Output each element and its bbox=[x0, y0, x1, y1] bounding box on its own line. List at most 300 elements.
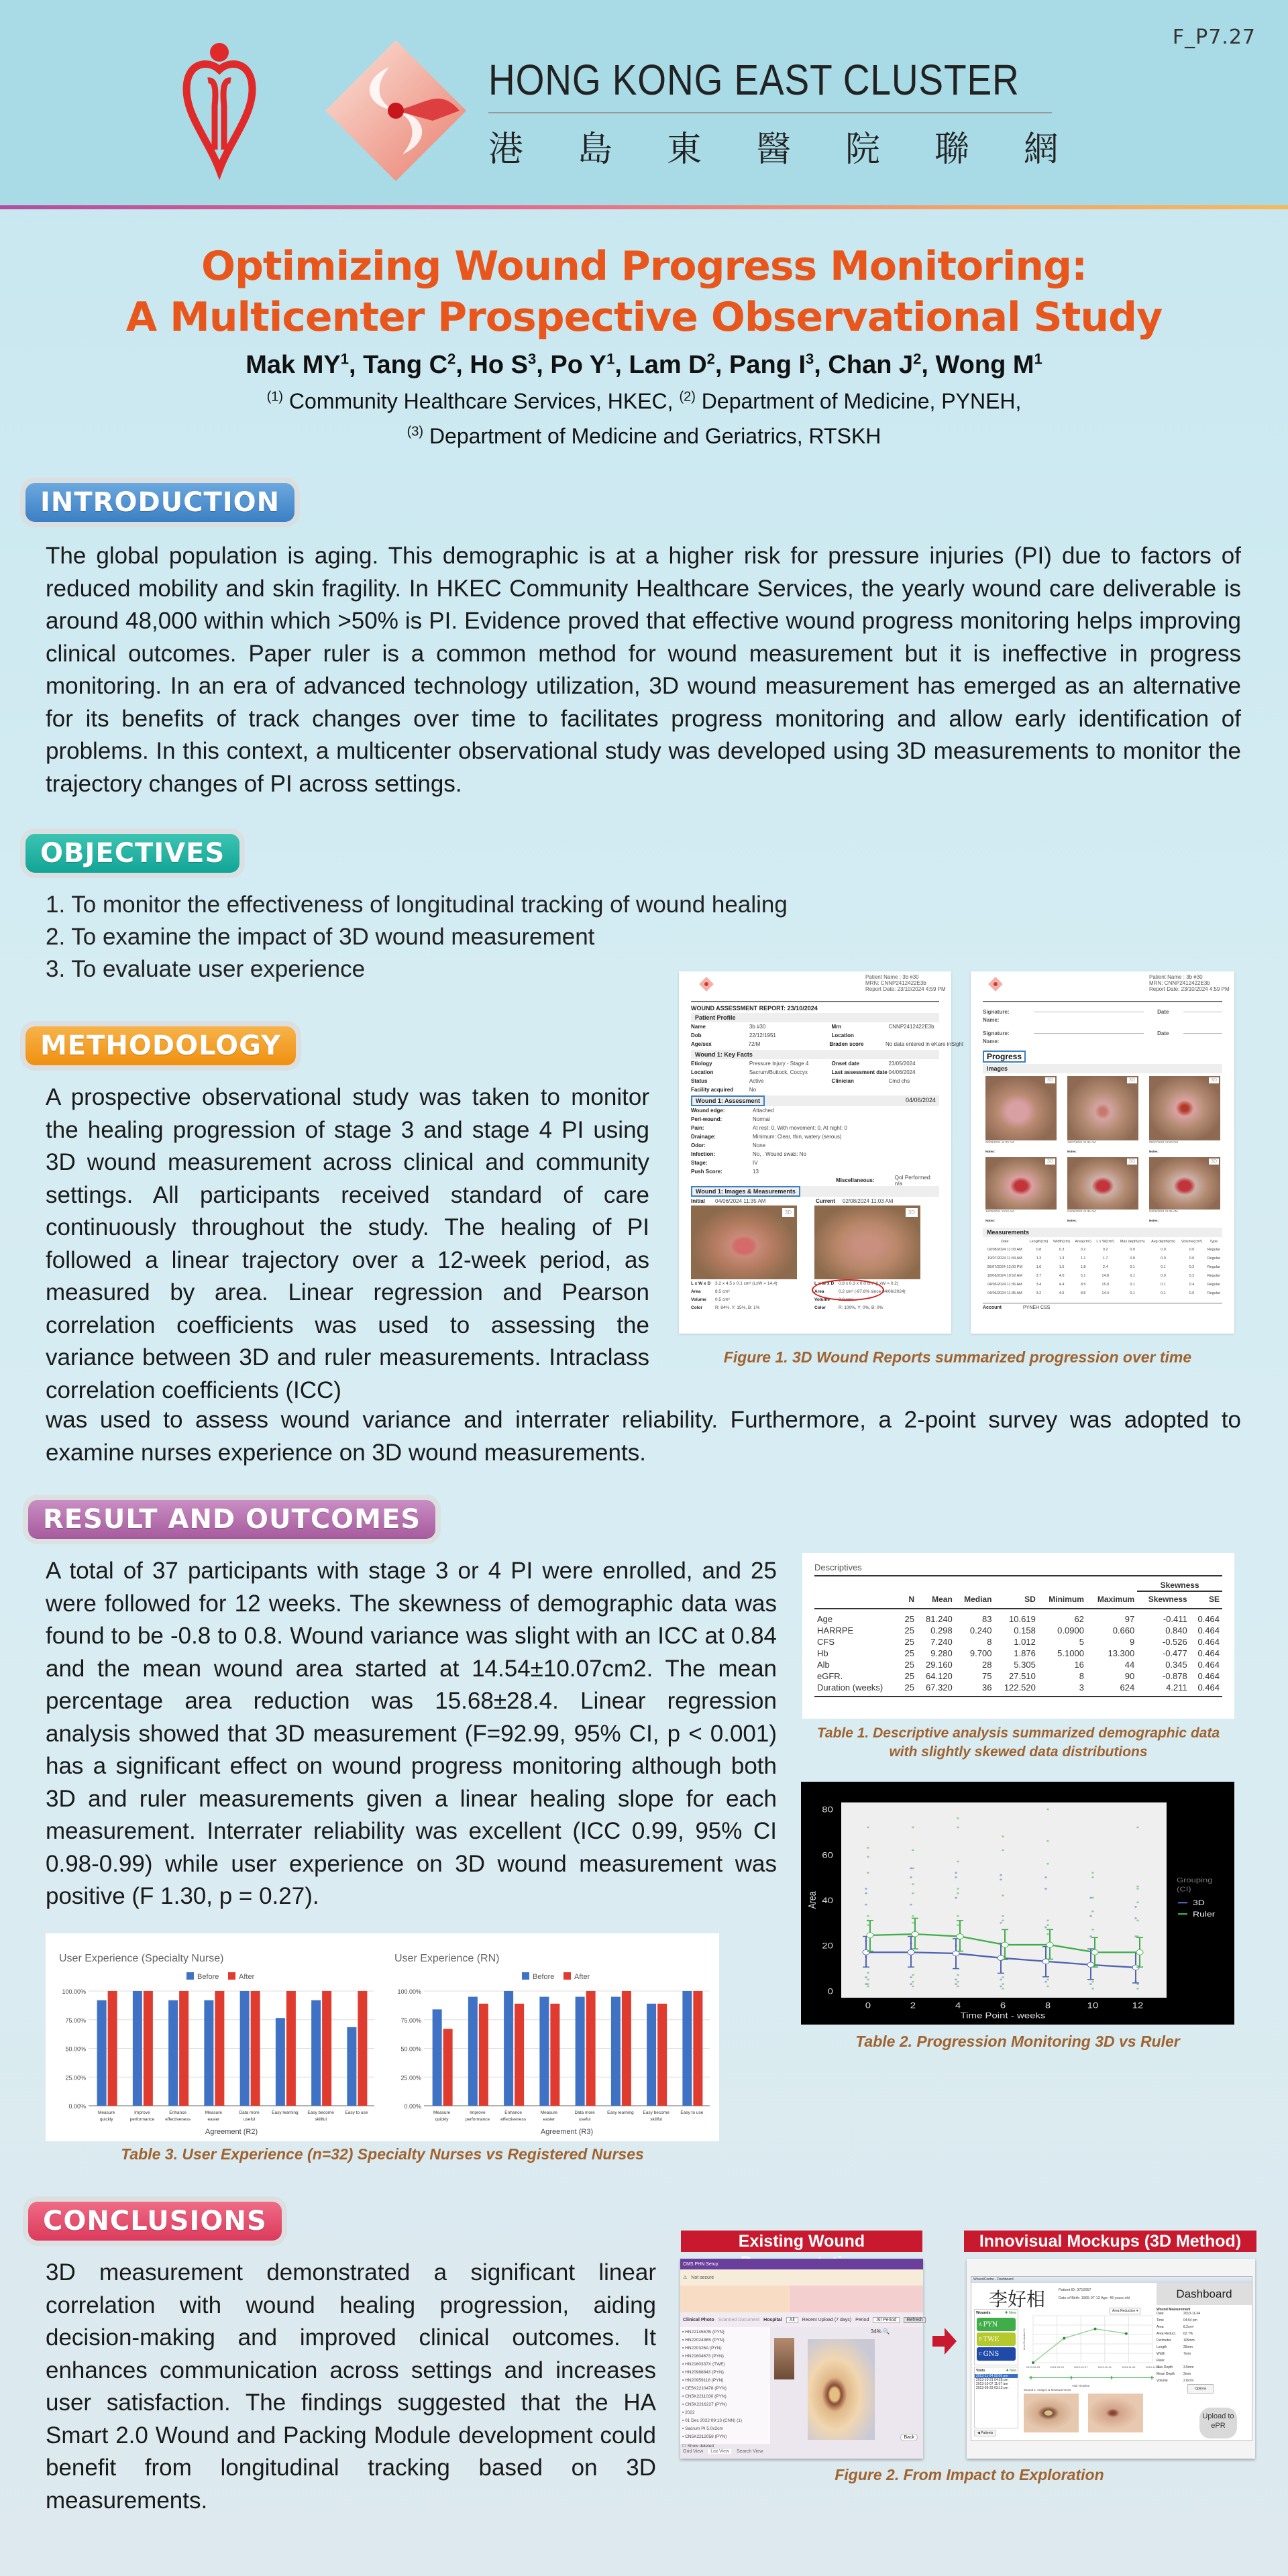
bar-after bbox=[443, 2029, 453, 2106]
x-tick-label: useful bbox=[243, 2117, 256, 2122]
bar-after bbox=[179, 1991, 189, 2106]
wound-tile[interactable] bbox=[977, 2318, 1016, 2331]
wound-assessment-report bbox=[679, 971, 964, 1334]
field-label: Last assessment date bbox=[831, 1069, 888, 1075]
ruler-data-point bbox=[957, 1924, 959, 1926]
ruler-data-point bbox=[1046, 1919, 1049, 1921]
progress-report bbox=[971, 971, 1234, 1334]
author-affiliation-mark: 2 bbox=[706, 350, 715, 367]
area-reduction-line bbox=[1033, 2329, 1126, 2363]
field-label: Peri-wound: bbox=[691, 1116, 722, 1122]
progress-image-cell bbox=[1067, 1076, 1138, 1156]
y-tick-label: 0 bbox=[827, 1987, 833, 1996]
field-value: 3b #30 bbox=[749, 1024, 766, 1030]
table-cell: 1.7 bbox=[1102, 1256, 1108, 1260]
field-label: Area Reduct. bbox=[1157, 2332, 1177, 2336]
x-tick-label: 2 bbox=[910, 2000, 916, 2010]
x-tick-label: skillful bbox=[315, 2117, 327, 2122]
y-tick-label: 40 bbox=[822, 1896, 833, 1905]
table-row bbox=[814, 1670, 1222, 1682]
table-cell: 0.0 bbox=[1130, 1256, 1135, 1260]
notes-label: Notes: bbox=[985, 1150, 996, 1153]
ruler-data-point bbox=[867, 1986, 869, 1988]
table-cell: 0.0 bbox=[1161, 1273, 1166, 1278]
field-value: No bbox=[749, 1087, 757, 1093]
file-tree-item[interactable]: ▪ CN5K2212058 (PYN) bbox=[682, 2434, 727, 2439]
ruler-data-point bbox=[957, 1888, 959, 1890]
field-label: Etiology bbox=[691, 1061, 712, 1067]
table-cell: 0.240 bbox=[969, 1625, 992, 1635]
author-name: Ho S bbox=[470, 350, 528, 379]
measurement-row bbox=[1157, 2365, 1216, 2372]
field-label: Pain: bbox=[691, 1125, 704, 1131]
field-value: 7mm bbox=[1183, 2352, 1191, 2356]
author-affiliation-mark: 3 bbox=[806, 350, 814, 367]
x-tick-label: Data more bbox=[574, 2110, 595, 2115]
table-header-row bbox=[983, 1238, 1222, 1245]
field-label: Width bbox=[1157, 2352, 1165, 2356]
legend-label: After bbox=[574, 1973, 590, 1981]
wound-tile-letter: C bbox=[979, 2351, 982, 2357]
table-row bbox=[983, 1254, 1222, 1263]
table-cell: 3 bbox=[1079, 1682, 1084, 1693]
table-cell: 0.5 bbox=[1189, 1291, 1195, 1295]
field-label: Volume bbox=[814, 1297, 830, 1302]
x-tick-label: 2013-10-21 bbox=[1097, 2365, 1112, 2369]
measurement-row bbox=[1157, 2345, 1216, 2352]
table-cell: CFS bbox=[817, 1637, 835, 1647]
org-divider bbox=[488, 112, 1052, 113]
arrow-right-icon bbox=[932, 2328, 957, 2355]
table-cell: Age bbox=[817, 1614, 833, 1624]
timeline-marker[interactable]: ✚ bbox=[1150, 2376, 1154, 2381]
file-tree-item[interactable]: ▪ CE5K2210478 (PYN) bbox=[682, 2386, 727, 2391]
y-tick-label: 100.00% bbox=[397, 1988, 421, 1995]
progression-chart-panel bbox=[801, 1782, 1234, 2025]
mockup-wound-photo-1[interactable] bbox=[1024, 2394, 1079, 2432]
table-cell: 0.0 bbox=[1161, 1247, 1166, 1252]
file-tree-item[interactable]: ▪ HN220326A (PYN) bbox=[682, 2346, 722, 2351]
3d-data-point bbox=[910, 1876, 912, 1878]
table-cell: 1.012 bbox=[1014, 1637, 1036, 1647]
upload-to-epr-button[interactable]: Upload to ePR bbox=[1199, 2408, 1237, 2438]
visit-timeline-label: Visit Timeline bbox=[1072, 2384, 1090, 2387]
x-tick-label: Easy learning bbox=[607, 2110, 634, 2115]
ruler-data-point bbox=[1136, 1901, 1139, 1903]
ruler-data-point bbox=[957, 1817, 959, 1819]
profile-row bbox=[691, 1040, 964, 1049]
table-cell: 25 bbox=[904, 1648, 915, 1658]
descriptives-table-panel bbox=[802, 1553, 1234, 1719]
author: Tang $C^2$, bbox=[363, 350, 470, 379]
field-label: Date bbox=[1157, 2312, 1164, 2316]
measurement-row bbox=[814, 1303, 920, 1311]
thumbnail-image[interactable] bbox=[774, 2338, 794, 2379]
bar-before bbox=[311, 2000, 321, 2106]
author-name: Pang I bbox=[729, 350, 806, 379]
report-patient-name: Patient Name : 3b #30 bbox=[1149, 974, 1203, 980]
wound-tile[interactable] bbox=[977, 2332, 1016, 2346]
x-tick-label: Measure bbox=[540, 2110, 558, 2115]
report-section-assessment bbox=[691, 1095, 939, 1106]
poster-code: F_P7.27 bbox=[1172, 25, 1256, 49]
field-value: 2.6cm³ bbox=[1183, 2379, 1194, 2383]
ruler-data-point bbox=[912, 1849, 914, 1851]
bar-after bbox=[586, 1991, 596, 2106]
table-cell: 0.2 bbox=[1189, 1273, 1195, 1278]
progress-image-cell bbox=[1067, 1157, 1138, 1225]
table-cell: 25 bbox=[904, 1671, 915, 1681]
field-label: Location bbox=[691, 1069, 714, 1075]
table-cell: 3.7 bbox=[1036, 1273, 1042, 1278]
area-reduction-point bbox=[1094, 2328, 1097, 2330]
name-label: Name: bbox=[983, 1038, 1000, 1044]
ruler-data-point bbox=[912, 1883, 914, 1885]
file-tree-item[interactable]: ▪ HN2160337X (TWE) bbox=[682, 2362, 725, 2367]
field-value: 0.8 x 0.3 x 0.0 cm³ (LxW = 0.2) bbox=[839, 1281, 899, 1286]
x-axis-label: Agreement (R2) bbox=[205, 2128, 258, 2136]
bar-after bbox=[251, 1991, 260, 2106]
timeline-marker[interactable]: ✚ bbox=[1029, 2376, 1033, 2381]
visit-item[interactable]: 2013-10-07 11:07 am bbox=[976, 2382, 1008, 2386]
ruler-data-point bbox=[1136, 1827, 1139, 1829]
assessment-row bbox=[691, 1106, 939, 1115]
plot-area bbox=[841, 1803, 1167, 1998]
wound-tile[interactable] bbox=[977, 2347, 1016, 2361]
x-tick-label: 0 bbox=[865, 2000, 871, 2010]
x-tick-label: 2013-11-18 bbox=[1145, 2365, 1160, 2369]
table-cell: 29.160 bbox=[926, 1660, 953, 1670]
field-value: Normal bbox=[753, 1116, 770, 1122]
3d-data-point bbox=[1000, 1879, 1002, 1881]
3d-data-point bbox=[1089, 1897, 1092, 1899]
file-tree-item[interactable]: ▪ HN2202436S (PYN) bbox=[682, 2338, 724, 2343]
x-tick-label: 2013-11-04 bbox=[1122, 2365, 1136, 2369]
file-tree-item[interactable]: ▪ HN2214557B (PYN) bbox=[682, 2330, 724, 2334]
file-tree-item[interactable]: ▪ 01 Dec 2022 09:13 (CNN) (1) bbox=[682, 2418, 743, 2423]
3d-data-point bbox=[1000, 1978, 1002, 1980]
progress-wound-photo[interactable] bbox=[1149, 1157, 1220, 1210]
hkec-diamond-logo bbox=[325, 40, 466, 181]
table-cell: 14.4 bbox=[1102, 1291, 1110, 1295]
author: Po $Y^1$, bbox=[550, 350, 629, 379]
ruler-data-point bbox=[1002, 1894, 1004, 1896]
patients-button[interactable]: ◀ Patients bbox=[974, 2430, 996, 2436]
timeline-marker[interactable]: ✚ bbox=[1069, 2376, 1073, 2381]
section-heading-conclusions: CONCLUSIONS bbox=[28, 2202, 282, 2241]
wound-photo-initial[interactable] bbox=[691, 1205, 797, 1279]
table-cell: Regular bbox=[1207, 1265, 1220, 1269]
image-date: 05/07/2024 12:00 PM bbox=[1149, 1140, 1179, 1144]
period-label: Period bbox=[855, 2317, 869, 2322]
field-value: 0.0 cm³ bbox=[839, 1297, 853, 1302]
table-cell: 0.464 bbox=[1197, 1660, 1220, 1670]
table-cell: 2.4 bbox=[1102, 1265, 1108, 1269]
report-section-keyfacts: Wound 1: Key Facts bbox=[691, 1050, 939, 1059]
column-header: Mean bbox=[932, 1594, 953, 1604]
wound-tile-code: GNS bbox=[983, 2350, 1000, 2358]
table-cell: 13.300 bbox=[1108, 1648, 1135, 1658]
org-zh-char: 東 bbox=[666, 130, 702, 169]
table-cell: 1.8 bbox=[1080, 1265, 1086, 1269]
3d-data-point bbox=[865, 1976, 867, 1978]
bar-after bbox=[108, 1991, 117, 2106]
tab-clinical-photo[interactable]: Clinical Photo bbox=[683, 2317, 714, 2322]
bar-after bbox=[144, 1991, 153, 2106]
table-row bbox=[814, 1682, 1222, 1693]
aff-mark: (3) bbox=[407, 424, 424, 439]
table-cell: 5.305 bbox=[1014, 1660, 1036, 1670]
existing-documentation-screenshot bbox=[680, 2259, 923, 2459]
field-label: Braden score bbox=[829, 1041, 864, 1047]
3d-mean-point bbox=[863, 1949, 869, 1955]
user-experience-charts-panel bbox=[46, 1933, 719, 2141]
figure2-caption: Figure 2. From Impact to Exploration bbox=[835, 2466, 1104, 2483]
back-button[interactable]: Back bbox=[900, 2434, 918, 2441]
table-cell: 3.2 bbox=[1036, 1291, 1042, 1295]
author-name: Wong M bbox=[935, 350, 1034, 379]
options-button[interactable]: Options bbox=[1187, 2384, 1214, 2394]
current-label: Current bbox=[816, 1198, 835, 1204]
table-cell: 0.345 bbox=[1165, 1660, 1187, 1670]
x-tick-label: Improve bbox=[470, 2110, 486, 2115]
progress-wound-photo[interactable] bbox=[985, 1076, 1057, 1140]
column-header: Date bbox=[1000, 1240, 1009, 1244]
bar-before bbox=[576, 1997, 585, 2106]
3d-data-point bbox=[1134, 1906, 1137, 1908]
table-cell: 1.5 bbox=[1059, 1265, 1065, 1269]
section-heading-introduction: INTRODUCTION bbox=[25, 483, 294, 522]
new-wound-button[interactable]: ✚ New bbox=[1004, 2311, 1016, 2315]
x-tick-label: 6 bbox=[1000, 2000, 1006, 2010]
field-label: L x W x D bbox=[691, 1281, 711, 1286]
tab-list-view[interactable]: List View bbox=[708, 2449, 731, 2454]
table-cell: 0.3 bbox=[1059, 1247, 1065, 1252]
legend-label: Before bbox=[197, 1973, 219, 1981]
table-cell: 0.660 bbox=[1112, 1625, 1135, 1635]
table-cell: 28 bbox=[981, 1660, 992, 1670]
wound-photo[interactable] bbox=[808, 2339, 875, 2440]
ruler-data-point bbox=[912, 1892, 914, 1894]
field-value: Cmd chs bbox=[888, 1078, 910, 1084]
highlight-circle bbox=[812, 1279, 884, 1301]
field-value: Sacrum/Buttock, Coccyx bbox=[749, 1069, 808, 1075]
timeline-marker[interactable]: ✚ bbox=[1110, 2376, 1114, 2381]
new-visit-button[interactable]: ✚ New bbox=[1006, 2369, 1016, 2373]
recent-upload-radio[interactable]: Recent Upload (7 days) bbox=[802, 2317, 852, 2322]
table-cell: 1.6 bbox=[1036, 1265, 1042, 1269]
progress-wound-photo[interactable] bbox=[985, 1157, 1057, 1210]
ruler-data-point bbox=[1002, 1988, 1004, 1990]
bar-before bbox=[682, 1991, 692, 2106]
period-select[interactable]: All Period bbox=[873, 2317, 900, 2323]
file-tree-item[interactable]: ▪ HN21604673 (PYN) bbox=[682, 2354, 724, 2359]
progress-wound-photo[interactable] bbox=[1149, 1076, 1220, 1140]
3d-data-point bbox=[865, 1983, 867, 1985]
progress-image-cell bbox=[1149, 1076, 1220, 1156]
field-label: Infection: bbox=[691, 1151, 715, 1157]
author-affiliation-mark: 2 bbox=[447, 350, 456, 367]
3d-data-point bbox=[1000, 1874, 1002, 1876]
keyfacts-row bbox=[691, 1068, 939, 1077]
chart-title: User Experience (Specialty Nurse) bbox=[59, 1953, 224, 1964]
mockup-wound-photo-2[interactable] bbox=[1088, 2394, 1143, 2432]
objective-item: 3. To evaluate user experience bbox=[46, 956, 366, 982]
org-zh-char: 醫 bbox=[755, 130, 791, 169]
field-value: IV bbox=[753, 1160, 758, 1166]
measurement-row bbox=[1157, 2325, 1216, 2332]
ruler-data-point bbox=[912, 1981, 914, 1983]
field-label: Name bbox=[691, 1024, 706, 1030]
x-tick-label: Easy to use bbox=[345, 2110, 368, 2115]
field-label: Push Score: bbox=[691, 1169, 722, 1175]
visit-item[interactable]: 2013-10-21 04:28 pm bbox=[976, 2378, 1008, 2382]
hospital-select[interactable]: All bbox=[786, 2317, 798, 2323]
bar-before bbox=[611, 1997, 621, 2106]
ruler-data-point bbox=[1002, 1835, 1004, 1837]
3d-data-point bbox=[1089, 1983, 1092, 1985]
file-tree-item[interactable]: ▪ CN5K2211030 (PYN) bbox=[682, 2394, 727, 2399]
tab-scanned-document[interactable]: Scanned Document bbox=[718, 2317, 760, 2322]
bar-before bbox=[347, 2027, 356, 2106]
table-group-header-row bbox=[814, 1576, 1222, 1591]
field-label: Max Depth bbox=[1157, 2365, 1173, 2369]
area-reduction-point bbox=[1032, 2361, 1034, 2364]
legend-label: 3D bbox=[1193, 1898, 1205, 1907]
author-name: Chan J bbox=[828, 350, 914, 379]
x-tick-label: Measure bbox=[97, 2110, 115, 2115]
3d-data-point bbox=[910, 1983, 912, 1985]
field-label: Dob bbox=[691, 1032, 702, 1038]
table-cell: Duration (weeks) bbox=[817, 1682, 883, 1693]
file-tree-item[interactable]: ▪ Sacrum PI 5.0x2cm bbox=[682, 2426, 723, 2431]
table-cell: Regular bbox=[1207, 1273, 1220, 1278]
progress-image-date bbox=[985, 1210, 1057, 1213]
section-heading-results: RESULT AND OUTCOMES bbox=[28, 1500, 435, 1539]
conclusions-text: 3D measurement demonstrated a significant linear correlation with wound healing progression, aiding decision-making and improved clinical outcomes. It enhances communication across settings and increases user satisfaction. The findings suggested that the HA Smart 2.0 Wound and Packing Module development could benefit from longitudinal tracking based on 3D measurements. bbox=[46, 2259, 656, 2514]
author: Mak $MY^1$, bbox=[246, 350, 364, 379]
report-date: Report Date: 23/10/2024 4:59 PM bbox=[1149, 986, 1230, 992]
area-reduction-point bbox=[1063, 2337, 1065, 2340]
ruler-data-point bbox=[1046, 1809, 1049, 1811]
table-cell: 0.1 bbox=[1130, 1265, 1135, 1269]
field-label: Mrn bbox=[831, 1024, 842, 1030]
table-cell: 4.4 bbox=[1059, 1282, 1065, 1287]
date-line[interactable] bbox=[1183, 1033, 1222, 1034]
field-value: 105mm bbox=[1183, 2339, 1195, 2343]
field-value: 3.5mm bbox=[1183, 2365, 1194, 2369]
assessment-heading: Wound 1: Assessment bbox=[691, 1095, 765, 1106]
measurement-row bbox=[1157, 2352, 1216, 2359]
ux-specialty-chart bbox=[46, 1933, 381, 2141]
author-affiliation-mark: 3 bbox=[527, 350, 537, 367]
report-push-misc bbox=[691, 1176, 939, 1185]
progress-wound-photo[interactable] bbox=[1067, 1157, 1138, 1210]
table-cell: 27.510 bbox=[1009, 1671, 1036, 1681]
progress-image-date bbox=[1149, 1210, 1220, 1213]
legend-swatch bbox=[522, 1972, 529, 1980]
ruler-data-point bbox=[1002, 1915, 1004, 1917]
table-row bbox=[983, 1263, 1222, 1271]
profile-row bbox=[691, 1031, 939, 1040]
figure1-caption: Figure 1. 3D Wound Reports summarized progression over time bbox=[723, 1348, 1192, 1366]
assessment-row bbox=[691, 1141, 939, 1150]
visit-item[interactable]: 2013-11-04 02:06 pm bbox=[975, 2374, 1018, 2378]
bar-before bbox=[133, 1991, 142, 2106]
show-deleted-checkbox[interactable]: ☐ Show deleted bbox=[682, 2444, 714, 2449]
tab-grid-view[interactable]: Grid View bbox=[683, 2449, 704, 2454]
bar-before bbox=[539, 1997, 549, 2106]
ruler-data-point bbox=[1136, 1988, 1139, 1990]
area-reduction-point bbox=[1125, 2332, 1128, 2335]
progress-image-date bbox=[1149, 1140, 1220, 1144]
table-cell: 14.8 bbox=[1102, 1273, 1110, 1278]
field-label: Stage: bbox=[691, 1160, 708, 1166]
descriptives-table bbox=[814, 1576, 1222, 1693]
chart-title: User Experience (RN) bbox=[394, 1953, 500, 1964]
table-cell: 9.700 bbox=[969, 1648, 992, 1658]
signature-line[interactable] bbox=[1034, 1033, 1144, 1034]
table-cell: 0.158 bbox=[1014, 1625, 1036, 1635]
skewness-group-header: Skewness bbox=[1137, 1576, 1222, 1591]
refresh-button[interactable]: Refresh bbox=[904, 2317, 926, 2323]
progress-wound-photo[interactable] bbox=[1067, 1076, 1138, 1140]
tab-search-view[interactable]: Search View bbox=[737, 2449, 763, 2454]
ruler-data-point bbox=[867, 1872, 869, 1874]
field-value: 04/06/2024 bbox=[888, 1069, 916, 1075]
current-date: 02/08/2024 11:03 AM bbox=[843, 1198, 894, 1204]
x-axis-label: Agreement (R3) bbox=[540, 2128, 594, 2136]
3d-mean-point bbox=[908, 1949, 914, 1955]
author-affiliation-mark: 1 bbox=[1034, 350, 1042, 367]
assessment-row bbox=[691, 1132, 939, 1141]
visits-label: Visits bbox=[976, 2369, 985, 2373]
badge-3d: 3D bbox=[1127, 1077, 1137, 1083]
table-cell: 8 bbox=[1079, 1671, 1084, 1681]
visit-item[interactable]: 2013-09-23 03:13 pm bbox=[976, 2386, 1008, 2390]
file-tree-item[interactable]: ▪ HN20959118 (PYN) bbox=[682, 2378, 724, 2383]
introduction-text: The global population is aging. This demographic is at a higher risk for pressure injuries (PI) due to factors of reduced mobility and skin fragility. In HKEC Community Healthcare Services, the yearly wound care deliverable is around 48,000 within which >50% is PI. Evidence proved that effective wound progress monitoring helps improving clinical outcomes. Paper ruler is a common method for wound measurement but it is ineffective in progress monitoring. In an era of advanced technology utilization, 3D wound measurement has emerged as an alternative for its benefits of track changes over time to facilitates progress monitoring and allow early identification of problems. In this context, a multicenter observational study was developed using 3D measurements to monitor the trajectory changes of PI across settings. bbox=[46, 543, 1241, 797]
file-tree-item[interactable]: ▪ 2022 bbox=[682, 2410, 695, 2415]
field-label: Volume bbox=[1157, 2379, 1168, 2383]
report-logo-icon bbox=[699, 977, 714, 991]
column-header: Area(cm²) bbox=[1075, 1240, 1091, 1244]
ruler-data-point bbox=[1091, 1872, 1094, 1874]
column-header: Skewness bbox=[1148, 1595, 1187, 1604]
y-tick-label: 0.00% bbox=[68, 2103, 86, 2110]
wound-photo-current[interactable] bbox=[814, 1205, 920, 1279]
3d-data-point bbox=[1044, 1888, 1047, 1890]
file-tree-item[interactable]: ▪ CN5K2216227 (PYN) bbox=[682, 2402, 727, 2407]
field-label: Age/sex bbox=[691, 1041, 712, 1047]
table-cell: 0.2 bbox=[1189, 1265, 1195, 1269]
field-label: Status bbox=[691, 1078, 708, 1084]
table-cell: 1.3 bbox=[1059, 1256, 1065, 1260]
initial-label: Initial bbox=[691, 1198, 705, 1204]
ruler-data-point bbox=[1091, 1911, 1094, 1913]
ruler-data-point bbox=[867, 1972, 869, 1974]
ruler-data-point bbox=[1002, 1976, 1004, 1978]
org-zh-char: 網 bbox=[1023, 130, 1059, 169]
signature-label: Signature: bbox=[983, 1008, 1010, 1015]
progress-image-date bbox=[1067, 1140, 1138, 1144]
area-reduction-dropdown[interactable]: Area Reduction ▾ bbox=[1110, 2308, 1140, 2314]
file-tree-item[interactable]: ▪ HN20988843 (PYN) bbox=[682, 2370, 724, 2375]
table-cell: 36 bbox=[981, 1682, 992, 1693]
table-cell: HARRPE bbox=[817, 1625, 854, 1635]
field-value: 0.2 cm² (-97.8% since 04/06/2024) bbox=[839, 1289, 906, 1294]
badge-3d: 3D bbox=[906, 1208, 918, 1217]
